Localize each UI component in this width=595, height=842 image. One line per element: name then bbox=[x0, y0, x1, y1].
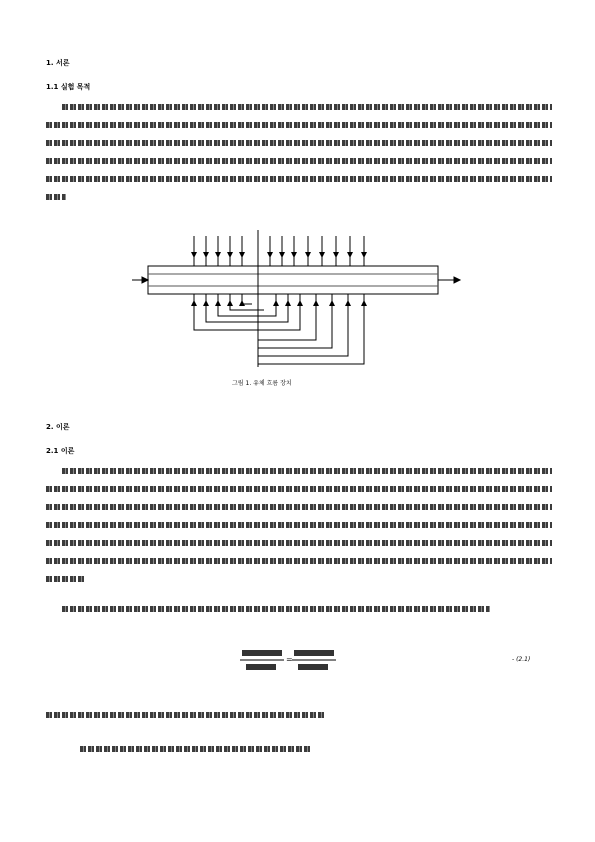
text-line bbox=[62, 104, 552, 110]
section-2-heading: 2. 이론 bbox=[46, 423, 70, 431]
text-line bbox=[46, 504, 552, 510]
flow-apparatus-diagram bbox=[120, 222, 480, 372]
text-line bbox=[46, 540, 552, 546]
text-line bbox=[46, 576, 86, 582]
definition-line-1 bbox=[46, 712, 324, 718]
pipe bbox=[148, 266, 438, 294]
text-line bbox=[46, 558, 552, 564]
text-line bbox=[46, 486, 552, 492]
text-line bbox=[46, 140, 552, 146]
text-line bbox=[46, 122, 552, 128]
section-1-heading: 1. 서론 bbox=[46, 59, 70, 67]
equation-number: - (2.1) bbox=[512, 656, 531, 663]
text-line bbox=[62, 468, 552, 474]
text-line bbox=[46, 522, 552, 528]
definition-line-2 bbox=[80, 746, 310, 752]
equation-2-1 bbox=[238, 648, 348, 674]
figure-1-caption: 그림 1. 유체 흐름 장치 bbox=[232, 380, 292, 387]
svg-text:=: = bbox=[286, 655, 293, 664]
text-line bbox=[46, 176, 552, 182]
text-line bbox=[46, 194, 66, 200]
text-line bbox=[62, 606, 490, 612]
text-line bbox=[46, 158, 552, 164]
section-1-1-subheading: 1.1 실험 목적 bbox=[46, 83, 91, 91]
section-2-1-subheading: 2.1 이론 bbox=[46, 447, 75, 455]
